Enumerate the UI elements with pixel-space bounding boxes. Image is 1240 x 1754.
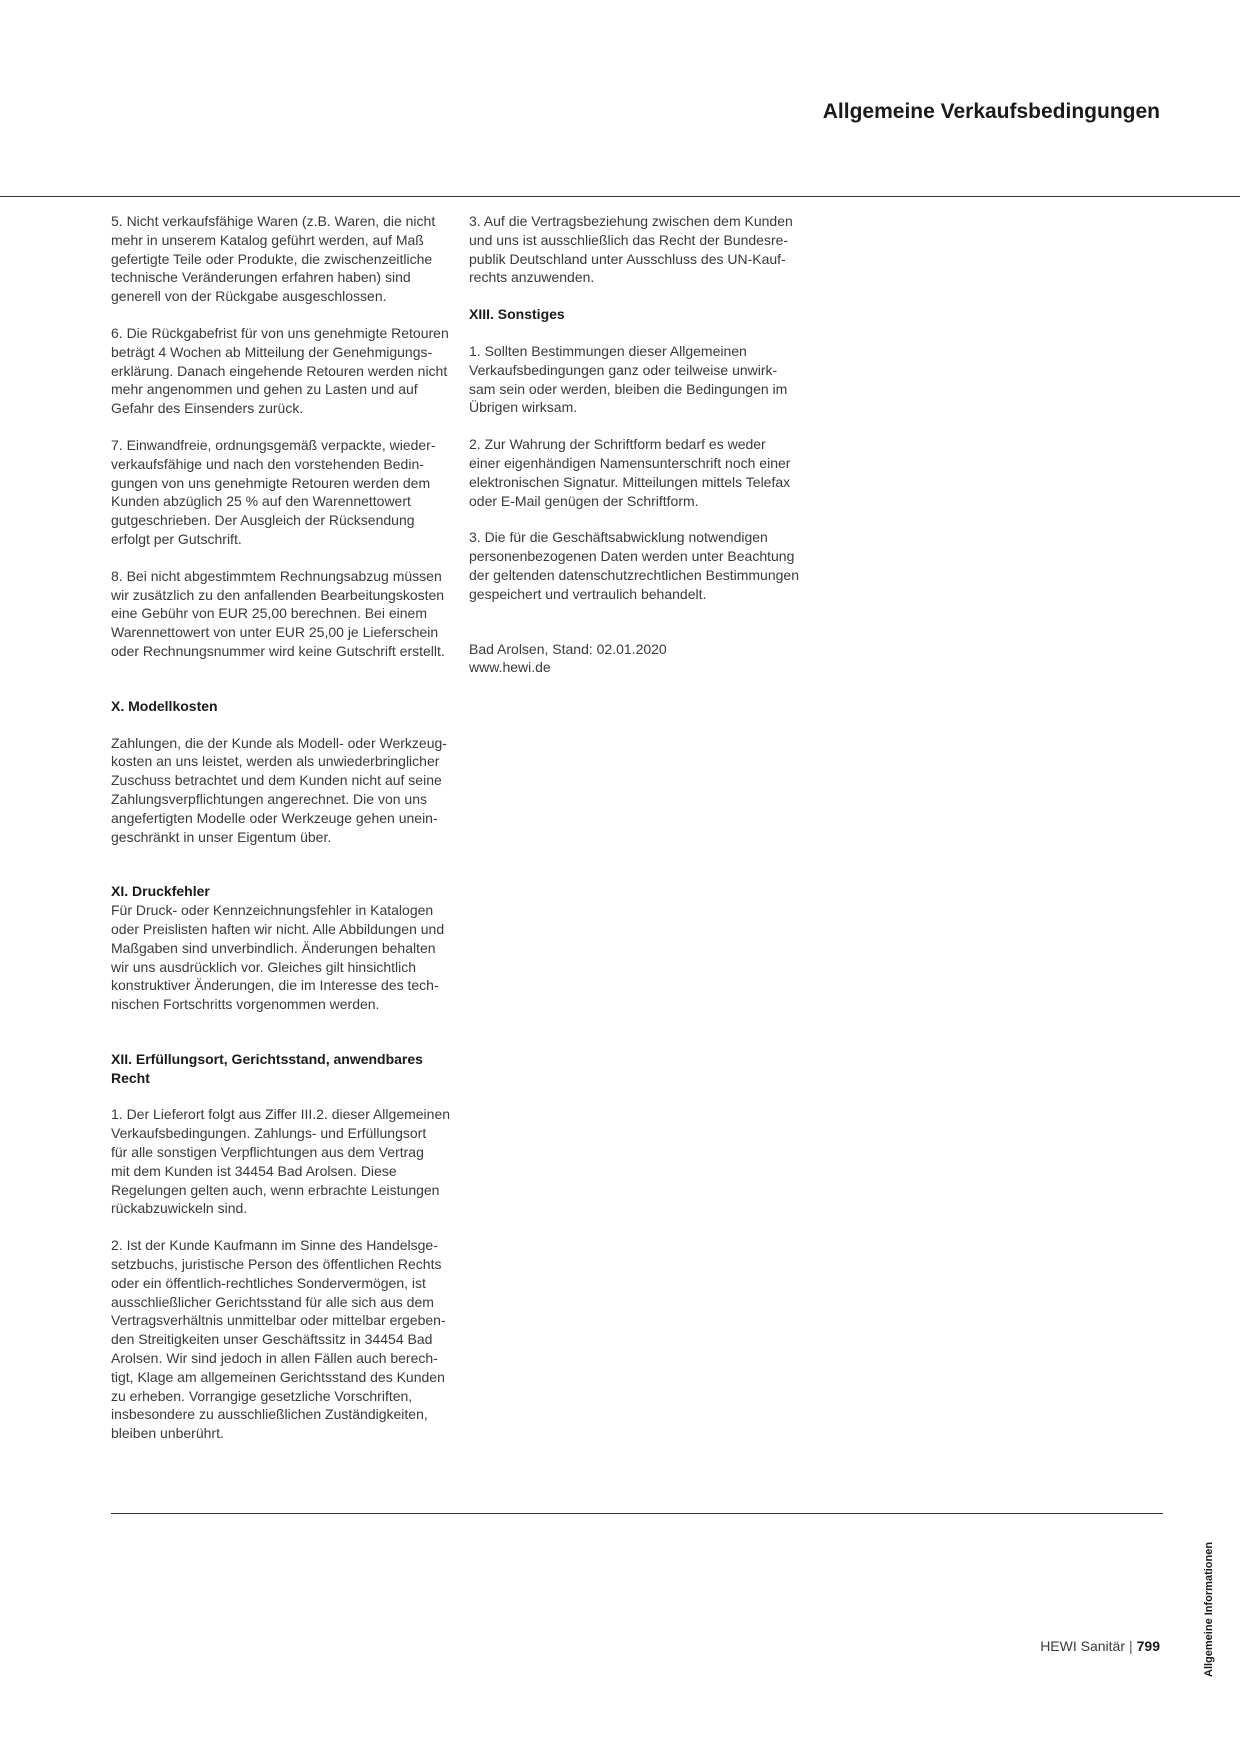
paragraph-returns-5: 5. Nicht verkaufsfähige Waren (z.B. Waren, die nicht mehr in unserem Katalog geführt werden, auf Maß gefertigte Teile oder Produkte, die zwischenzeitliche technische Veränderungen erfahren haben) sind generell von der Rückgabe ausgeschlossen. (111, 213, 436, 305)
section-text-modellkosten: Zahlungen, die der Kunde als Modell- oder Werkzeug- kosten an uns leistet, werden als unwiederbringlicher Zuschuss betrachtet und dem Kunden nicht auf seine Zahlungsverpflichtungen angerechnet. Die von uns angefertigten Modelle oder Werkzeuge gehen unein- geschränkt in unser Eigentum über. (111, 734, 447, 845)
footer-separator: | (1129, 1638, 1133, 1654)
section-text-sonstiges-1: 1. Sollten Bestimmungen dieser Allgemeinen Verkaufsbedingungen ganz oder teilweise unwirk- sam sein oder werden, bleiben die Bedingungen im Übrigen wirksam. (469, 342, 788, 416)
section-heading-erfuellungsort: XII. Erfüllungsort, Gerichtsstand, anwendbares Recht (111, 1050, 423, 1086)
footer-divider (111, 1513, 1163, 1514)
place-date: Bad Arolsen, Stand: 02.01.2020 (469, 640, 667, 657)
section-heading-sonstiges: XIII. Sonstiges (469, 306, 565, 323)
section-heading-druckfehler: XI. Druckfehler (111, 883, 210, 900)
section-text-erfuellungsort-1: 1. Der Lieferort folgt aus Ziffer III.2. dieser Allgemeinen Verkaufsbedingungen. Zahlungs- und Erfüllungsort für alle sonstigen Verpflichtungen aus dem Vertrag mit dem Kunden ist 34454 Bad Arolsen. Diese Regelungen gelten auch, wenn erbrachte Leistungen rückabzuwickeln sind. (111, 1106, 451, 1217)
page-number: 799 (1136, 1638, 1160, 1654)
section-heading-modellkosten: X. Modellkosten (111, 697, 218, 714)
website-link[interactable]: www.hewi.de (469, 659, 551, 676)
side-section-label: Allgemeine Informationen (1203, 1541, 1215, 1677)
section-text-druckfehler: Für Druck- oder Kennzeichnungsfehler in Katalogen oder Preislisten haften wir nicht. Alle Abbildungen und Maßgaben sind unverbindlich. Änderungen behalten wir uns ausdrücklich vor. Gleiches gilt hinsichtlich konstruktiver Änderungen, die im Interesse des tech- nischen Fortschritts vorgenommen werden. (111, 902, 445, 1013)
footer (1040, 1638, 1160, 1654)
header-divider (0, 196, 1240, 197)
paragraph-returns-7: 7. Einwandfreie, ordnungsgemäß verpackte, wieder- verkaufsfähige und nach den vorstehenden Bedin- gungen von uns genehmigte Retouren werden dem Kunden abzüglich 25 % auf den Warennettowert gutgeschrieben. Der Ausgleich der Rücksendung erfolgt per Gutschrift. (111, 436, 436, 547)
footer-brand: HEWI Sanitär (1040, 1638, 1125, 1654)
section-text-erfuellungsort-2: 2. Ist der Kunde Kaufmann im Sinne des Handelsge- setzbuchs, juristische Person des öffentlichen Rechts oder ein öffentlich-rechtliches Sondervermögen, ist ausschließlicher Gerichtsstand für alle sich aus dem Vertragsverhältnis unmittelbar oder mittelbar ergeben- den Streitigkeiten unser Geschäftssitz in 34454 Bad Arolsen. Wir sind jedoch in allen Fällen auch berech- tigt, Klage am allgemeinen Gerichtsstand des Kunden zu erheben. Vorrangige gesetzliche Vorschriften, insbesondere zu ausschließlichen Zuständigkeiten, bleiben unberührt. (111, 1237, 446, 1442)
section-text-erfuellungsort-3: 3. Auf die Vertragsbeziehung zwischen dem Kunden und uns ist ausschließlich das Recht der Bundesre- publik Deutschland unter Ausschluss des UN-Kauf- rechts anzuwenden. (469, 213, 793, 286)
paragraph-returns-8: 8. Bei nicht abgestimmtem Rechnungsabzug müssen wir zusätzlich zu den anfallenden Bearbeitungskosten eine Gebühr von EUR 25,00 berechnen. Bei einem Warennettowert von unter EUR 25,00 je Lieferschein oder Rechnungsnummer wird keine Gutschrift erstellt. (111, 567, 445, 659)
section-text-sonstiges-3: 3. Die für die Geschäftsabwicklung notwendigen personenbezogenen Daten werden unter Beachtung der geltenden datenschutzrechtlichen Bestimmungen gespeichert und vertraulich behandelt. (469, 529, 799, 602)
paragraph-returns-6: 6. Die Rückgabefrist für von uns genehmigte Retouren beträgt 4 Wochen ab Mitteilung der Genehmigungs- erklärung. Danach eingehende Retouren werden nicht mehr angenommen und gehen zu Lasten und auf Gefahr des Einsenders zurück. (111, 324, 449, 417)
right-column (469, 212, 819, 677)
left-column (111, 212, 461, 1461)
section-text-sonstiges-2: 2. Zur Wahrung der Schriftform bedarf es weder einer eigenhändigen Namensunterschrift noch einer elektronischen Signatur. Mitteilungen mittels Telefax oder E-Mail genügen der Schriftform. (469, 436, 791, 509)
page-title: Allgemeine Verkaufsbedingungen (822, 100, 1160, 123)
